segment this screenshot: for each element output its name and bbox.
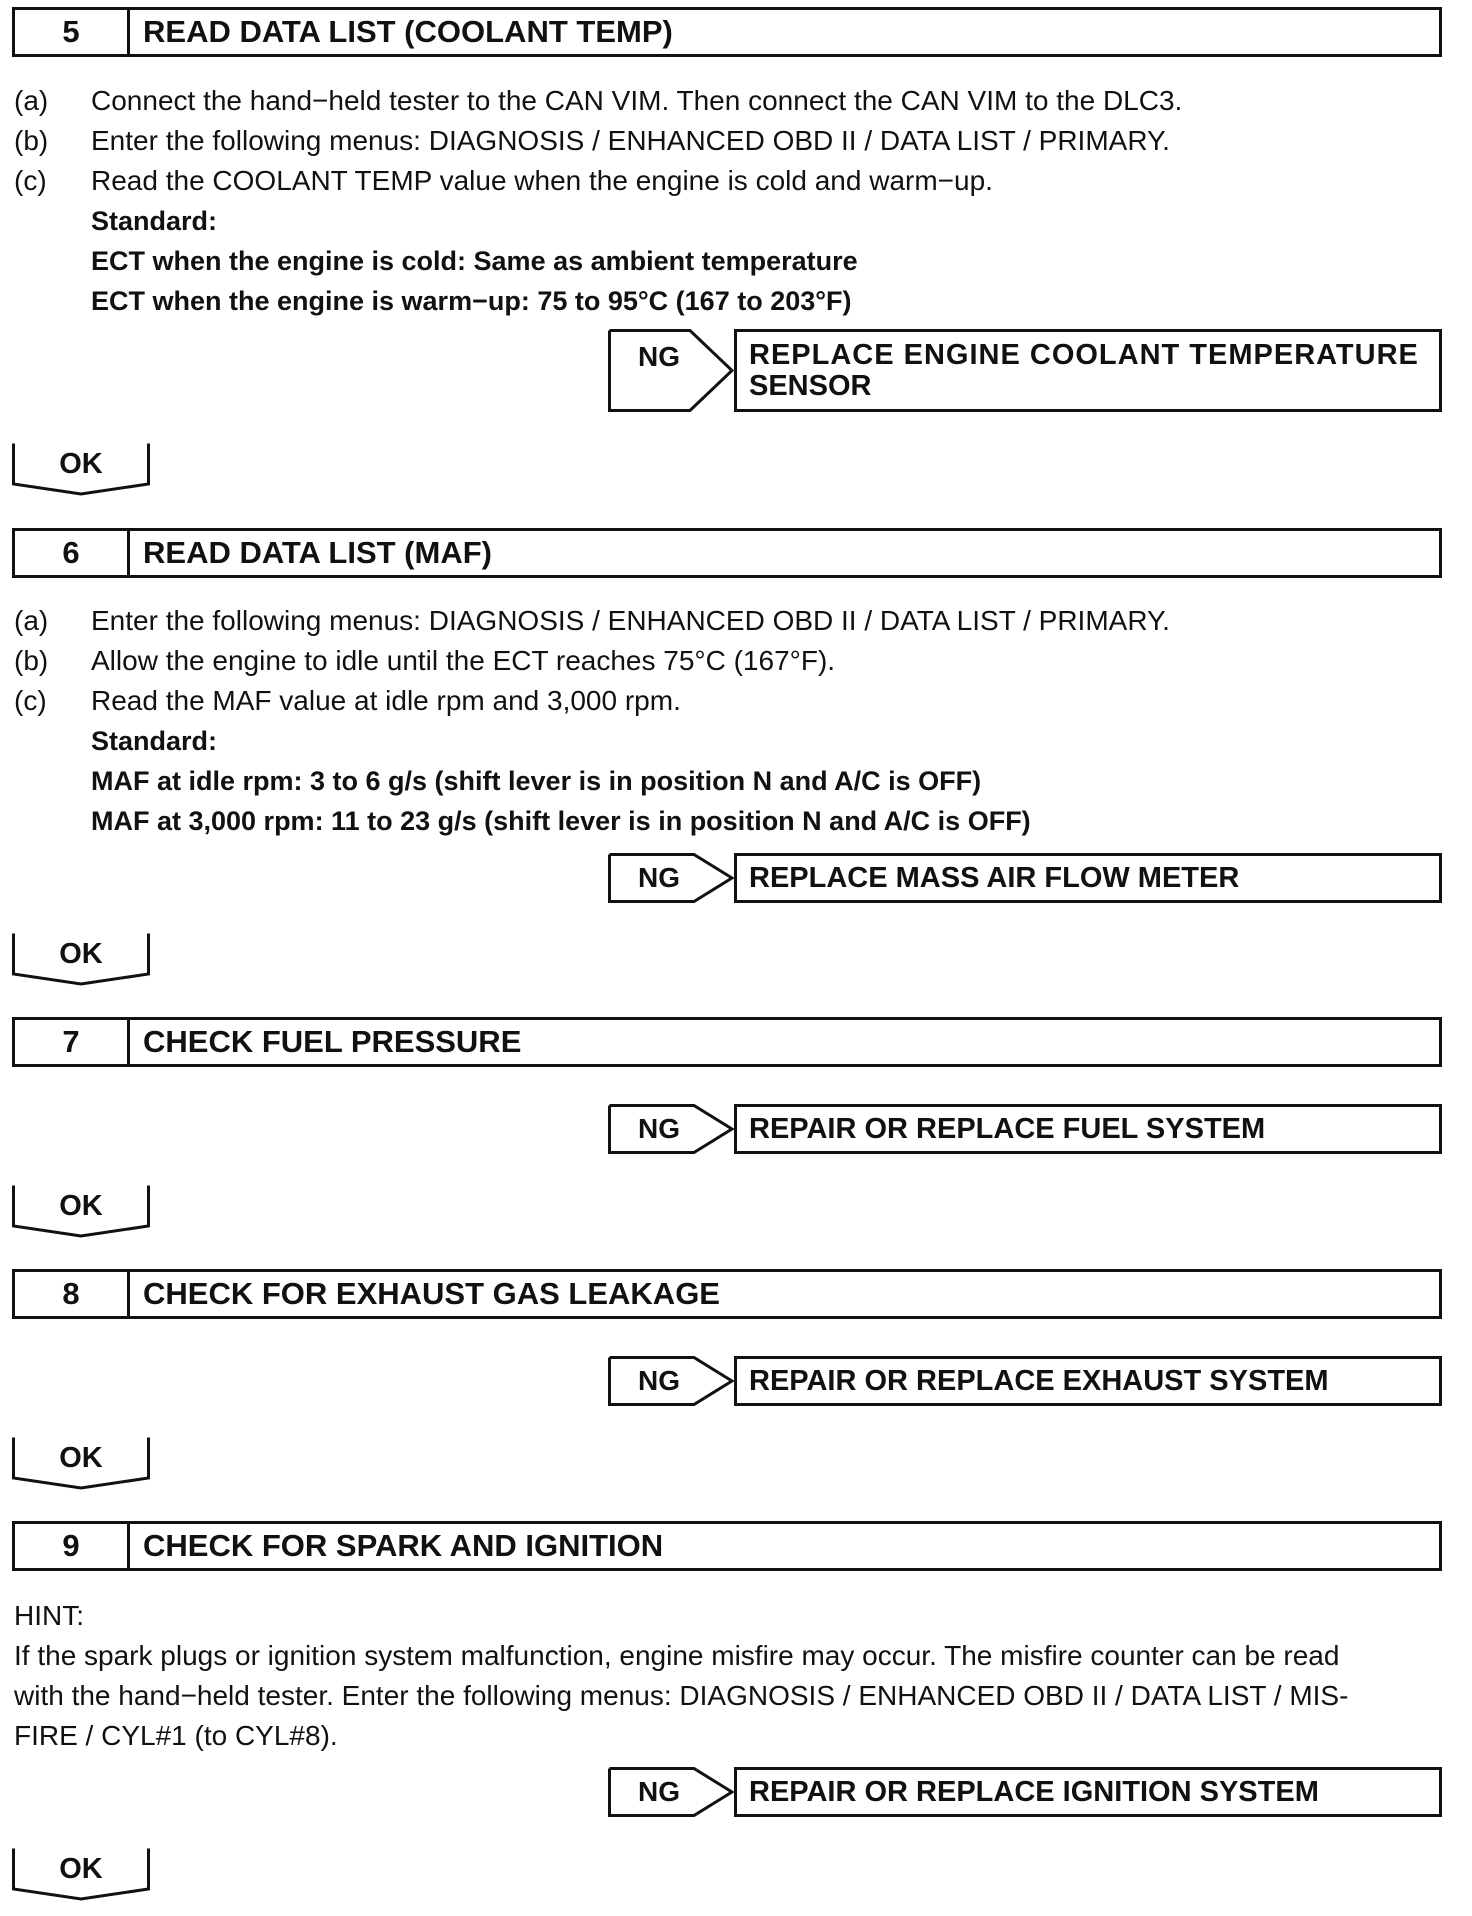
ng-arrow xyxy=(608,1767,734,1817)
list-item: (c) Read the COOLANT TEMP value when the engine is cold and warm−up. xyxy=(14,165,993,196)
ok-label: OK xyxy=(59,448,103,480)
standard-value: MAF at idle rpm: 3 to 6 g/s (shift lever is in position N and A/C is OFF) xyxy=(91,766,982,796)
ok-label: OK xyxy=(59,1442,103,1474)
ok-branch xyxy=(12,1184,150,1238)
ng-arrow xyxy=(608,1104,734,1154)
ng-arrow xyxy=(608,329,734,412)
step-5-header xyxy=(12,7,1442,57)
ok-branch xyxy=(12,1847,150,1901)
ng-result: REPLACE MASS AIR FLOW METER xyxy=(734,853,1442,903)
standard-value: ECT when the engine is cold: Same as ambient temperature xyxy=(91,246,858,276)
ng-label: NG xyxy=(638,1776,680,1807)
ng-result: REPAIR OR REPLACE IGNITION SYSTEM xyxy=(734,1767,1442,1817)
ok-branch xyxy=(12,442,150,496)
hint-text: If the spark plugs or ignition system malfunction, engine misfire may occur. The misfire counter can be read xyxy=(14,1640,1340,1671)
ng-label: NG xyxy=(638,1113,680,1144)
standard-label: Standard: xyxy=(91,206,218,236)
step-title: READ DATA LIST (COOLANT TEMP) xyxy=(143,14,673,49)
step-number: 5 xyxy=(15,10,130,54)
step-title: CHECK FUEL PRESSURE xyxy=(143,1024,522,1059)
standard-label: Standard: xyxy=(91,726,218,756)
list-item: (b) Enter the following menus: DIAGNOSIS / ENHANCED OBD II / DATA LIST / PRIMARY. xyxy=(14,125,1170,156)
ng-result: REPAIR OR REPLACE FUEL SYSTEM xyxy=(734,1104,1442,1154)
ng-result: REPAIR OR REPLACE EXHAUST SYSTEM xyxy=(734,1356,1442,1406)
standard-value: ECT when the engine is warm−up: 75 to 95°C (167 to 203°F) xyxy=(91,286,852,316)
step-7-header xyxy=(12,1017,1442,1067)
ng-label: NG xyxy=(638,1365,680,1396)
hint-text: FIRE / CYL#1 (to CYL#8). xyxy=(14,1720,338,1751)
step-number: 8 xyxy=(15,1272,130,1316)
hint-text: with the hand−held tester. Enter the following menus: DIAGNOSIS / ENHANCED OBD II / DATA LIST / MIS- xyxy=(14,1680,1349,1711)
step-6-header xyxy=(12,528,1442,578)
step-8-header xyxy=(12,1269,1442,1319)
list-item: (b) Allow the engine to idle until the ECT reaches 75°C (167°F). xyxy=(14,645,836,676)
hint-label: HINT: xyxy=(14,1600,84,1631)
standard-value: MAF at 3,000 rpm: 11 to 23 g/s (shift lever is in position N and A/C is OFF) xyxy=(91,806,1031,836)
ng-arrow xyxy=(608,853,734,903)
ng-arrow xyxy=(608,1356,734,1406)
ng-branch xyxy=(608,1104,1442,1154)
ng-label: NG xyxy=(638,862,680,893)
ok-label: OK xyxy=(59,1190,103,1222)
step-number: 7 xyxy=(15,1020,130,1064)
ng-branch xyxy=(608,853,1442,903)
ok-branch xyxy=(12,1436,150,1490)
ok-label: OK xyxy=(59,938,103,970)
ok-label: OK xyxy=(59,1853,103,1885)
step-title: CHECK FOR EXHAUST GAS LEAKAGE xyxy=(143,1276,720,1311)
step-title: READ DATA LIST (MAF) xyxy=(143,535,492,570)
step-title: CHECK FOR SPARK AND IGNITION xyxy=(143,1528,664,1563)
step-number: 9 xyxy=(15,1524,130,1568)
ng-branch xyxy=(608,1767,1442,1817)
ng-branch xyxy=(608,1356,1442,1406)
step-9-header xyxy=(12,1521,1442,1571)
ng-label: NG xyxy=(638,340,680,372)
list-item: (a) Enter the following menus: DIAGNOSIS / ENHANCED OBD II / DATA LIST / PRIMARY. xyxy=(14,605,1170,636)
list-item: (c) Read the MAF value at idle rpm and 3,000 rpm. xyxy=(14,685,681,716)
ok-branch xyxy=(12,932,150,986)
step-number: 6 xyxy=(15,531,130,575)
list-item: (a) Connect the hand−held tester to the CAN VIM. Then connect the CAN VIM to the DLC3. xyxy=(14,85,1183,116)
ng-result: REPLACE ENGINE COOLANT TEMPERATURE SENSOR xyxy=(734,329,1442,412)
ng-branch xyxy=(608,329,1442,412)
